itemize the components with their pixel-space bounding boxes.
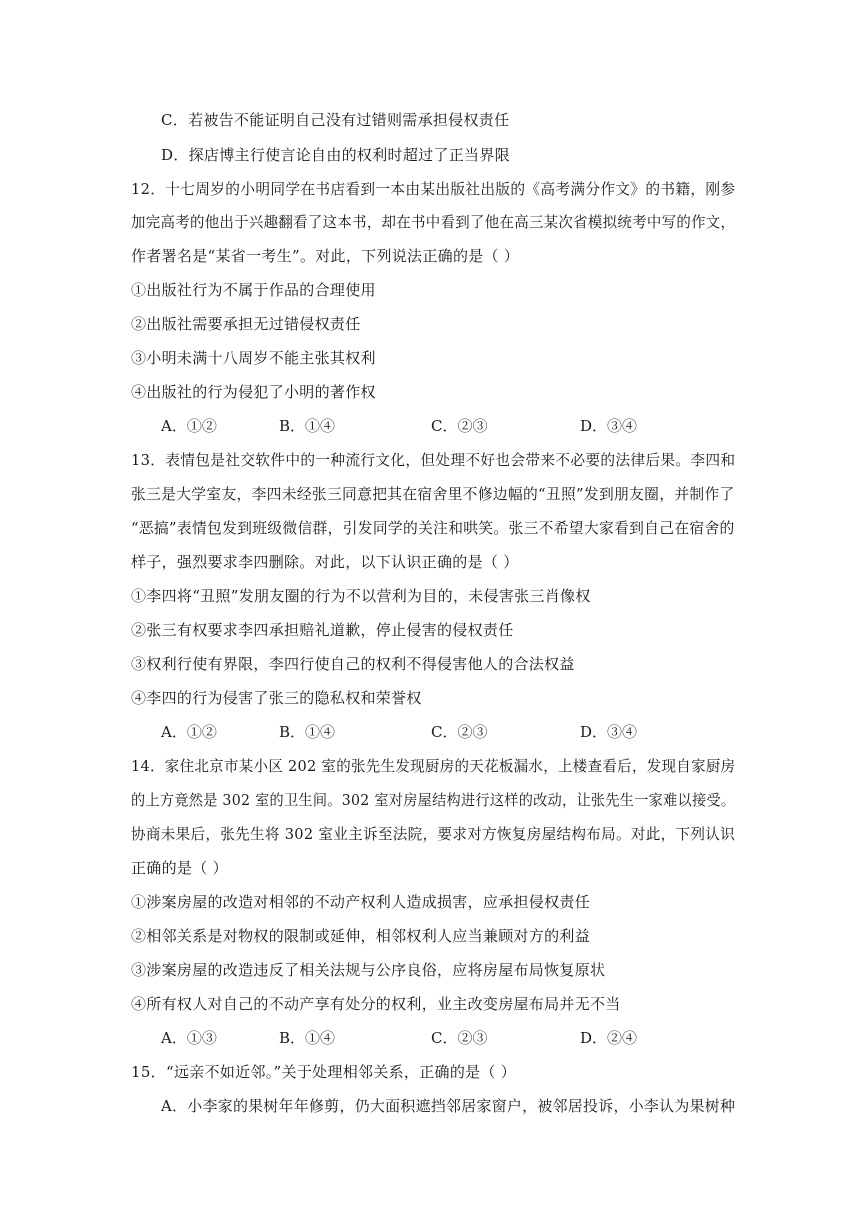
- q13-statement-1: ①李四将“丑照”发朋友圈的行为不以营利为目的，未侵害张三肖像权: [131, 587, 591, 605]
- q12-option-c: C．②③: [431, 417, 488, 435]
- q11-option-d: D．探店博主行使言论自由的权利时超过了正当界限: [161, 146, 510, 164]
- q14-option-c: C．②③: [431, 1029, 488, 1047]
- q14-stem-line-2: 的上方竟然是 302 室的卫生间。302 室对房屋结构进行这样的改动，让张先生一家难以接受。: [131, 791, 736, 809]
- q13-statement-4: ④李四的行为侵害了张三的隐私权和荣誉权: [131, 689, 422, 707]
- q12-statement-4: ④出版社的行为侵犯了小明的著作权: [131, 383, 376, 401]
- q13-option-a: A．①②: [161, 723, 217, 741]
- q14-stem-line-1: 14．家住北京市某小区 202 室的张先生发现厨房的天花板漏水，上楼查看后，发现自家厨房: [131, 757, 736, 775]
- q14-options: [0, 1028, 860, 1048]
- q14-statement-4: ④所有权人对自己的不动产享有处分的权利，业主改变房屋布局并无不当: [131, 995, 621, 1013]
- q12-statement-1: ①出版社行为不属于作品的合理使用: [131, 281, 376, 299]
- q14-statement-2: ②相邻关系是对物权的限制或延伸，相邻权利人应当兼顾对方的利益: [131, 927, 591, 945]
- q15-option-a: A．小李家的果树年年修剪，仍大面积遮挡邻居家窗户，被邻居投诉，小李认为果树种: [161, 1097, 736, 1115]
- q11-option-c: C．若被告不能证明自己没有过错则需承担侵权责任: [161, 111, 510, 129]
- q12-statement-3: ③小明未满十八周岁不能主张其权利: [131, 349, 376, 367]
- q13-stem-line-1: 13．表情包是社交软件中的一种流行文化，但处理不好也会带来不必要的法律后果。李四和: [131, 451, 736, 469]
- q13-option-d: D．③④: [580, 723, 638, 741]
- q15-stem: 15．“远亲不如近邻。”关于处理相邻关系，正确的是（ ）: [131, 1063, 517, 1081]
- q12-stem-line-1: 12．十七周岁的小明同学在书店看到一本由某出版社出版的《高考满分作文》的书籍，刚参: [131, 180, 736, 198]
- q13-stem-line-4: 样子，强烈要求李四删除。对此，以下认识正确的是（ ）: [131, 553, 519, 571]
- q14-stem-line-3: 协商未果后，张先生将 302 室业主诉至法院，要求对方恢复房屋结构布局。对此，下列认识: [131, 825, 736, 843]
- q13-option-c: C．②③: [431, 723, 488, 741]
- q13-statement-3: ③权利行使有界限，李四行使自己的权利不得侵害他人的合法权益: [131, 655, 575, 673]
- q14-option-a: A．①③: [161, 1029, 217, 1047]
- q13-options: [0, 722, 860, 742]
- q12-stem-line-2: 加完高考的他出于兴趣翻看了这本书，却在书中看到了他在高三某次省模拟统考中写的作文，: [131, 213, 736, 231]
- q12-option-d: D．③④: [580, 417, 638, 435]
- q12-statement-2: ②出版社需要承担无过错侵权责任: [131, 315, 361, 333]
- q14-stem-line-4: 正确的是（ ）: [131, 859, 228, 877]
- q14-statement-1: ①涉案房屋的改造对相邻的不动产权利人造成损害，应承担侵权责任: [131, 893, 591, 911]
- q12-option-a: A．①②: [161, 417, 217, 435]
- q13-statement-2: ②张三有权要求李四承担赔礼道歉，停止侵害的侵权责任: [131, 621, 514, 639]
- q13-stem-line-3: “恶搞”表情包发到班级微信群，引发同学的关注和哄笑。张三不希望大家看到自己在宿舍的: [131, 519, 735, 537]
- q13-option-b: B．①④: [279, 723, 336, 741]
- q14-option-d: D．②④: [580, 1029, 638, 1047]
- q13-stem-line-2: 张三是大学室友，李四未经张三同意把其在宿舍里不修边幅的“丑照”发到朋友圈，并制作了: [131, 485, 735, 503]
- q12-options: [0, 416, 860, 436]
- q12-stem-line-3: 作者署名是“某省一考生”。对此，下列说法正确的是（ ）: [131, 247, 520, 265]
- q12-option-b: B．①④: [279, 417, 336, 435]
- q14-option-b: B．①④: [279, 1029, 336, 1047]
- q14-statement-3: ③涉案房屋的改造违反了相关法规与公序良俗，应将房屋布局恢复原状: [131, 961, 606, 979]
